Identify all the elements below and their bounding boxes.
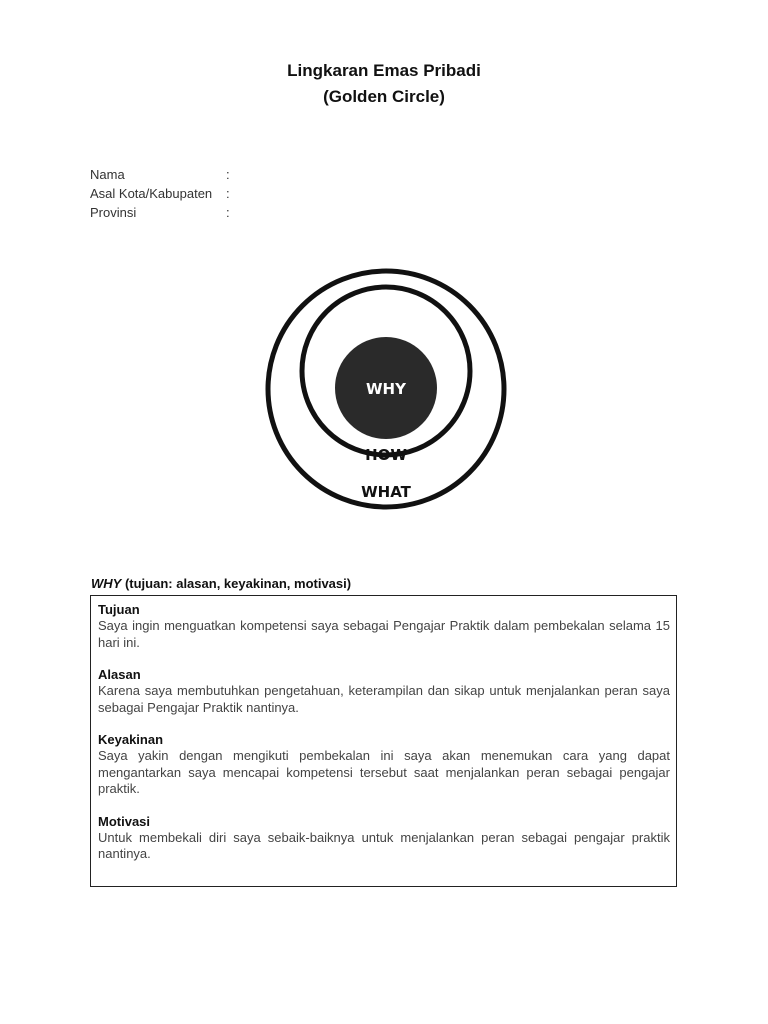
field-row-provinsi	[90, 203, 230, 222]
field-label-provinsi: Provinsi	[90, 205, 137, 220]
why-heading-italic: WHY	[91, 576, 122, 591]
identity-fields	[90, 165, 230, 222]
section-text-alasan: Karena saya membutuhkan pengetahuan, keterampilan dan sikap untuk menjalankan peran saya sebagai Pengajar Praktik nantinya.	[98, 683, 670, 715]
field-row-asal-kota	[90, 184, 230, 203]
field-label-nama: Nama	[90, 167, 125, 182]
what-label: WHAT	[361, 483, 411, 501]
field-separator: :	[226, 167, 230, 182]
section-heading-tujuan: Tujuan	[98, 602, 140, 617]
section-text-keyakinan: Saya yakin dengan mengikuti pembekalan ini saya akan menemukan cara yang dapat mengantarkan saya mencapai kompetensi tersebut saat menjalankan peran sebagai pengajar praktik.	[98, 748, 670, 796]
why-section-heading	[91, 576, 351, 591]
section-heading-motivasi: Motivasi	[98, 813, 151, 829]
how-label: HOW	[365, 446, 407, 464]
section-heading-keyakinan: Keyakinan	[98, 732, 164, 747]
section-alasan	[98, 667, 670, 716]
golden-circle-svg	[264, 263, 508, 515]
section-keyakinan	[98, 732, 670, 798]
why-label: WHY	[366, 380, 406, 398]
section-tujuan	[98, 602, 670, 651]
field-label-asal-kota: Asal Kota/Kabupaten	[90, 186, 213, 201]
why-content-box	[90, 595, 677, 887]
field-separator: :	[226, 186, 230, 201]
section-text-tujuan: Saya ingin menguatkan kompetensi saya sebagai Pengajar Praktik dalam pembekalan selama 15 hari ini.	[98, 618, 670, 650]
section-motivasi	[98, 814, 670, 863]
title-line-1: Lingkaran Emas Pribadi	[287, 61, 481, 80]
field-row-nama	[90, 165, 230, 184]
section-heading-alasan: Alasan	[98, 667, 141, 682]
section-text-motivasi: Untuk membekali diri saya sebaik-baiknya untuk menjalankan peran sebagai pengajar praktik nantinya.	[98, 829, 670, 861]
why-heading-rest: (tujuan: alasan, keyakinan, motivasi)	[121, 576, 352, 591]
title-line-2: (Golden Circle)	[323, 87, 445, 106]
field-separator: :	[226, 205, 230, 220]
document-title	[0, 58, 768, 110]
golden-circle-diagram	[264, 263, 508, 515]
